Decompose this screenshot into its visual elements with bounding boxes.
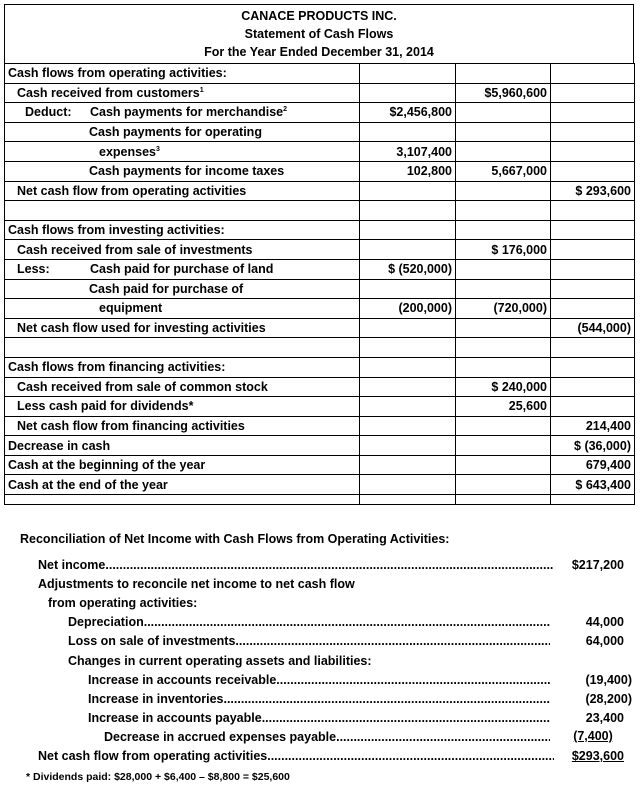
table-row (5, 318, 635, 338)
table-row (5, 338, 635, 358)
net-income-value: $217,200 (571, 558, 624, 572)
payable-label: Increase in accounts payable ..... (88, 709, 550, 727)
table-row (5, 416, 635, 436)
operating-net-value: $ 293,600 (551, 181, 635, 201)
decrease-value: $ (36,000) (551, 436, 635, 456)
adjustments-label-2: from operating activities: (48, 596, 198, 610)
end-cash-label: Cash at the end of the year (5, 475, 360, 495)
table-row (5, 397, 635, 417)
investment-sale-label: Cash received from sale of investments (5, 240, 360, 260)
table-row (5, 357, 635, 377)
opex-label-2: expenses$^3$ (5, 142, 360, 162)
table-row (5, 495, 635, 505)
dividends-footnote: * Dividends paid: $28,000 + $6,400 – $8,800 = $25,600 (26, 771, 290, 783)
recon-net-label: Net cash flow from operating activities ..... (38, 747, 554, 765)
land-value: $ (520,000) (360, 259, 456, 279)
changes-label: Changes in current operating assets and liabilities: (68, 654, 372, 668)
table-row (5, 299, 635, 319)
table-row (5, 161, 635, 181)
loss-label: Loss on sale of investments ..... (68, 632, 550, 650)
table-row (5, 455, 635, 475)
table-row (5, 220, 635, 240)
equipment-value: (200,000) (360, 299, 456, 319)
table-row (5, 377, 635, 397)
investing-net-value: (544,000) (551, 318, 635, 338)
operating-heading: Cash flows from operating activities: (5, 64, 360, 84)
investing-net-label: Net cash flow used for investing activities (5, 318, 360, 338)
equipment-label-2: equipment (5, 299, 360, 319)
dividends-label: Less cash paid for dividends* (5, 397, 360, 417)
stock-value: $ 240,000 (456, 377, 551, 397)
accrued-label: Decrease in accrued expenses payable ..... (104, 728, 550, 746)
table-row (5, 240, 635, 260)
total-payments-value: 5,667,000 (456, 161, 551, 181)
statement-period: For the Year Ended December 31, 2014 (204, 45, 434, 59)
table-row (5, 83, 635, 103)
table-row (5, 201, 635, 221)
equipment-label-1: Cash paid for purchase of (5, 279, 360, 299)
receivable-label: Increase in accounts receivable ..... (88, 671, 550, 689)
begin-cash-label: Cash at the beginning of the year (5, 455, 360, 475)
table-row (5, 181, 635, 201)
payable-value: 23,400 (585, 711, 624, 725)
receivable-value: (19,400) (585, 673, 632, 687)
table-row (5, 103, 635, 123)
statement-title: Statement of Cash Flows (244, 27, 394, 41)
table-row (5, 436, 635, 456)
opex-label-1: Cash payments for operating (5, 122, 360, 142)
adjustments-label-1: Adjustments to reconcile net income to net cash flow (38, 577, 355, 591)
dividends-value: 25,600 (456, 397, 551, 417)
investment-sale-value: $ 176,000 (456, 240, 551, 260)
reconciliation-title: Reconciliation of Net Income with Cash Flows from Operating Activities: (20, 532, 450, 546)
recon-net-value: $293,600 (571, 749, 624, 763)
depreciation-label: Depreciation ..... (68, 613, 550, 631)
merchandise-label: Deduct: Cash payments for merchandise$^2$ (5, 103, 360, 123)
receipts-value: $5,960,600 (456, 83, 551, 103)
investing-heading: Cash flows from investing activities: (5, 220, 360, 240)
table-row (5, 142, 635, 162)
net-income-label: Net income ..... (38, 556, 554, 574)
end-cash-value: $ 643,400 (551, 475, 635, 495)
land-label: Less: Cash paid for purchase of land (5, 259, 360, 279)
investing-total-paid: (720,000) (456, 299, 551, 319)
financing-heading: Cash flows from financing activities: (5, 357, 360, 377)
receipts-label: Cash received from customers$^1$ (5, 83, 360, 103)
begin-cash-value: 679,400 (551, 455, 635, 475)
merchandise-value: $2,456,800 (360, 103, 456, 123)
financing-net-value: 214,400 (551, 416, 635, 436)
depreciation-value: 44,000 (585, 615, 624, 629)
financing-net-label: Net cash flow from financing activities (5, 416, 360, 436)
table-row (5, 279, 635, 299)
decrease-label: Decrease in cash (5, 436, 360, 456)
loss-value: 64,000 (585, 634, 624, 648)
inventories-label: Increase in inventories ..... (88, 690, 550, 708)
tax-value: 102,800 (360, 161, 456, 181)
company-name: CANACE PRODUCTS INC. (241, 9, 397, 23)
inventories-value: (28,200) (585, 692, 632, 706)
table-row (5, 64, 635, 84)
cash-flow-table (4, 63, 635, 505)
operating-net-label: Net cash flow from operating activities (5, 181, 360, 201)
accrued-value: (7,400) (573, 729, 613, 743)
opex-value: 3,107,400 (360, 142, 456, 162)
table-row (5, 259, 635, 279)
stock-label: Cash received from sale of common stock (5, 377, 360, 397)
tax-label: Cash payments for income taxes (5, 161, 360, 181)
table-row (5, 122, 635, 142)
statement-header (4, 4, 634, 63)
table-row (5, 475, 635, 495)
